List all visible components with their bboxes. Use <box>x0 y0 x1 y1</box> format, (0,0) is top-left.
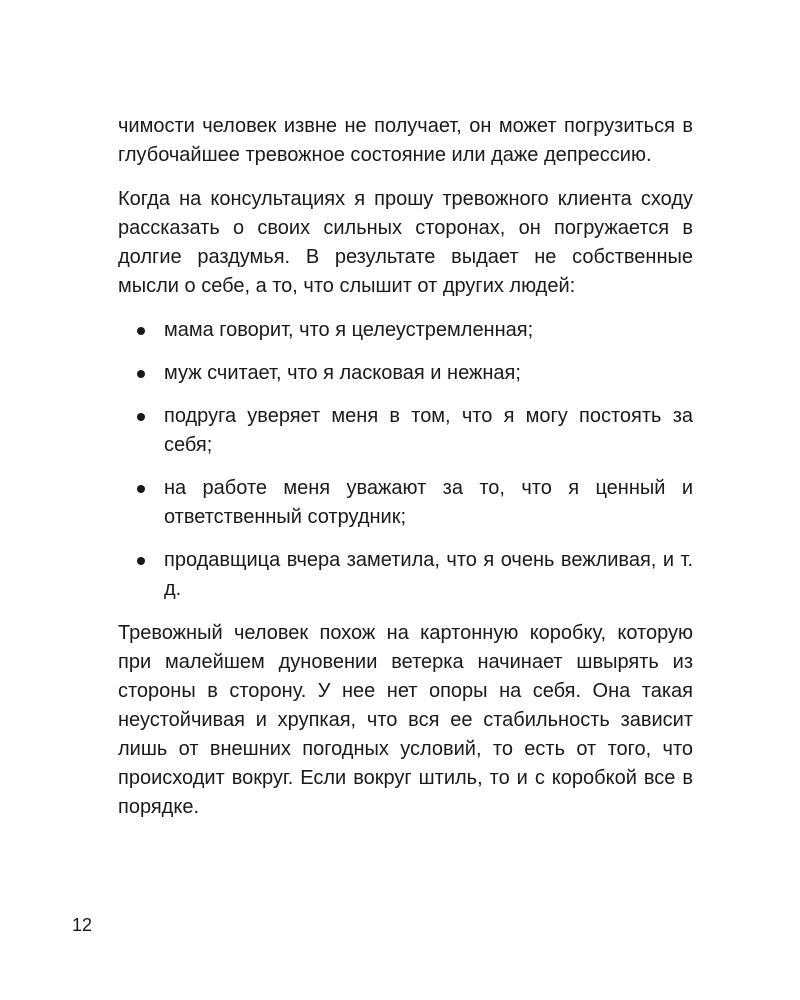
bullet-icon <box>137 557 145 565</box>
body-text <box>118 112 693 822</box>
list-item <box>118 474 693 532</box>
bullet-icon <box>137 413 145 421</box>
list-item <box>118 402 693 460</box>
bullet-icon <box>137 327 145 335</box>
list-item-text: муж считает, что я ласковая и нежная; <box>164 362 521 384</box>
page-number: 12 <box>72 915 93 935</box>
bullet-icon <box>137 370 145 378</box>
bullet-icon <box>137 485 145 493</box>
list-item <box>118 316 693 345</box>
paragraph: Когда на консультациях я прошу тревожного клиента сходу рассказать о своих сильных сторонах, он погружается в долгие раздумья. В результате выдает не собственные мысли о себе, а то, что слышит от других людей: <box>118 188 693 297</box>
list-item-text: подруга уверяет меня в том, что я могу постоять за себя; <box>164 405 693 456</box>
paragraph: Тревожный человек похож на картонную коробку, которую при малейшем дуновении ветерка начинает швырять из стороны в сторону. У нее нет опоры на себя. Она такая неустойчивая и хрупкая, что вся ее стабильность зависит лишь от внешних погодных условий, то есть от того, что происходит вокруг. Если вокруг штиль, то и с коробкой все в порядке. <box>118 622 693 818</box>
list-item-text: продавщица вчера заметила, что я очень вежливая, и т. д. <box>164 549 693 600</box>
list-item <box>118 359 693 388</box>
list-item-text: на работе меня уважают за то, что я ценный и ответственный сотрудник; <box>164 477 693 528</box>
list-item <box>118 546 693 604</box>
bullet-list <box>118 316 693 604</box>
list-item-text: мама говорит, что я целеустремленная; <box>164 319 534 341</box>
paragraph: чимости человек извне не получает, он может погрузиться в глубочайшее тревожное состояние или даже депрессию. <box>118 115 693 166</box>
